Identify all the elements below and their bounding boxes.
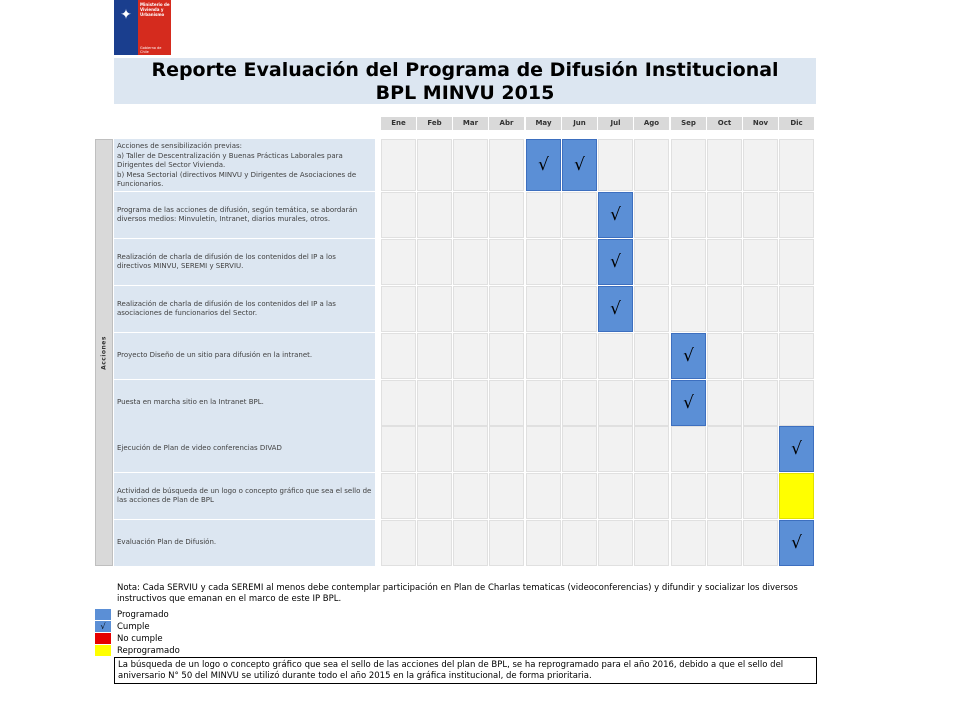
month-cell bbox=[707, 333, 742, 379]
month-cell bbox=[489, 473, 524, 519]
actions-sidebar bbox=[95, 139, 113, 566]
legend-item bbox=[95, 645, 180, 656]
month-cell bbox=[671, 192, 706, 238]
month-cell bbox=[562, 426, 597, 472]
month-cell bbox=[489, 380, 524, 426]
month-cell bbox=[598, 139, 633, 191]
month-cell bbox=[671, 139, 706, 191]
logo-text: Ministerio de Vivienda y Urbanismo bbox=[140, 2, 170, 17]
ministry-logo bbox=[114, 0, 171, 57]
month-cell bbox=[381, 286, 416, 332]
month-cell bbox=[598, 380, 633, 426]
month-cell bbox=[671, 239, 706, 285]
legend-swatch bbox=[95, 609, 111, 620]
month-cell bbox=[671, 426, 706, 472]
check-mark-icon: √ bbox=[791, 439, 802, 459]
month-cell bbox=[743, 520, 778, 566]
row-label: Realización de charla de difusión de los contenidos del IP a los directivos MINVU, SEREMI y SERVIU. bbox=[114, 239, 375, 285]
check-mark-icon: √ bbox=[683, 346, 694, 366]
title-line-1: Reporte Evaluación del Programa de Difusión Institucional bbox=[151, 59, 779, 81]
row-label: Evaluación Plan de Difusión. bbox=[114, 520, 375, 566]
month-cell bbox=[562, 239, 597, 285]
month-cell bbox=[562, 473, 597, 519]
month-cell bbox=[671, 286, 706, 332]
row-label: Puesta en marcha sitio en la Intranet BPL. bbox=[114, 380, 375, 426]
month-header-dic: Dic bbox=[779, 117, 814, 130]
month-header-oct: Oct bbox=[707, 117, 742, 130]
month-cell bbox=[381, 380, 416, 426]
row-label: Acciones de sensibilización previas: a) Taller de Descentralización y Buenas Prácticas Laborales para Dirigentes del Sector Vivienda. b) Mesa Sectorial (directivos MINVU y Dirigentes de Asociaciones de Funcionarios. bbox=[114, 139, 375, 191]
month-header-sep: Sep bbox=[671, 117, 706, 130]
coat-of-arms-icon: ✦ bbox=[120, 7, 132, 23]
month-cell bbox=[562, 139, 597, 191]
month-cell bbox=[743, 139, 778, 191]
month-cell bbox=[417, 380, 452, 426]
legend-item bbox=[95, 633, 163, 644]
month-cell bbox=[489, 333, 524, 379]
month-cell bbox=[526, 380, 561, 426]
month-cell bbox=[779, 192, 814, 238]
month-cell bbox=[381, 192, 416, 238]
month-cell bbox=[417, 239, 452, 285]
month-cell bbox=[707, 520, 742, 566]
month-cell bbox=[562, 333, 597, 379]
month-header-ago: Ago bbox=[634, 117, 669, 130]
row-label: Realización de charla de difusión de los contenidos del IP a las asociaciones de funcionarios del Sector. bbox=[114, 286, 375, 332]
sidebar-label: Acciones bbox=[100, 335, 108, 370]
month-cell bbox=[743, 286, 778, 332]
month-cell bbox=[526, 286, 561, 332]
month-cell bbox=[743, 426, 778, 472]
month-cell bbox=[453, 426, 488, 472]
month-header-ene: Ene bbox=[381, 117, 416, 130]
month-cell bbox=[634, 139, 669, 191]
month-cell bbox=[598, 192, 633, 238]
month-cell bbox=[526, 239, 561, 285]
check-mark-icon: √ bbox=[538, 155, 549, 175]
month-cell bbox=[381, 426, 416, 472]
month-cell bbox=[743, 192, 778, 238]
month-cell bbox=[417, 139, 452, 191]
month-cell bbox=[671, 473, 706, 519]
month-cell bbox=[598, 473, 633, 519]
month-cell bbox=[634, 333, 669, 379]
month-header-abr: Abr bbox=[489, 117, 524, 130]
legend-label: Reprogramado bbox=[117, 645, 180, 656]
logo-blue-band bbox=[114, 0, 138, 55]
month-header-feb: Feb bbox=[417, 117, 452, 130]
month-cell bbox=[634, 380, 669, 426]
month-cell bbox=[562, 286, 597, 332]
month-cell bbox=[707, 239, 742, 285]
month-cell bbox=[417, 426, 452, 472]
month-cell bbox=[562, 520, 597, 566]
month-cell bbox=[598, 239, 633, 285]
legend-label: No cumple bbox=[117, 633, 163, 644]
report-title bbox=[114, 58, 816, 104]
logo-subtext: Gobierno de Chile bbox=[140, 46, 162, 54]
month-cell bbox=[743, 473, 778, 519]
month-cell bbox=[562, 192, 597, 238]
row-label: Programa de las acciones de difusión, según temática, se abordarán diversos medios: Minvuletin, Intranet, diarios murales, otros. bbox=[114, 192, 375, 238]
legend-swatch: √ bbox=[95, 621, 111, 632]
month-cell bbox=[562, 380, 597, 426]
month-cell bbox=[707, 192, 742, 238]
month-cell bbox=[526, 426, 561, 472]
month-cell bbox=[526, 473, 561, 519]
month-cell bbox=[598, 333, 633, 379]
month-cell bbox=[417, 520, 452, 566]
month-cell bbox=[489, 239, 524, 285]
month-cell bbox=[598, 520, 633, 566]
row-label: Actividad de búsqueda de un logo o concepto gráfico que sea el sello de las acciones de Plan de BPL bbox=[114, 473, 375, 519]
month-cell bbox=[489, 192, 524, 238]
month-cell bbox=[381, 520, 416, 566]
month-cell bbox=[417, 192, 452, 238]
month-cell bbox=[634, 473, 669, 519]
note-text: Nota: Cada SERVIU y cada SEREMI al menos debe contemplar participación en Plan de Charlas tematicas (videoconferencias) y difundir y socializar los diversos instructivos que emanan en el marco de este IP BPL. bbox=[117, 583, 798, 604]
month-cell bbox=[417, 333, 452, 379]
month-cell bbox=[526, 520, 561, 566]
row-label: Proyecto Diseño de un sitio para difusión en la intranet. bbox=[114, 333, 375, 379]
month-cell bbox=[453, 139, 488, 191]
month-cell bbox=[707, 139, 742, 191]
check-mark-icon: √ bbox=[791, 533, 802, 553]
month-cell bbox=[453, 380, 488, 426]
legend-swatch bbox=[95, 633, 111, 644]
check-mark-icon: √ bbox=[610, 205, 621, 225]
footer-note: La búsqueda de un logo o concepto gráfico que sea el sello de las acciones del plan de BPL, se ha reprogramado para el año 2016, debido a que el sello del aniversario N° 50 del MINVU se utilizó durante todo el año 2015 en la gráfica institucional, de forma prioritaria. bbox=[114, 657, 817, 684]
month-cell bbox=[671, 520, 706, 566]
month-cell bbox=[453, 286, 488, 332]
month-cell bbox=[779, 139, 814, 191]
legend-label: Programado bbox=[117, 609, 169, 620]
month-cell bbox=[453, 333, 488, 379]
month-cell bbox=[526, 192, 561, 238]
month-header-may: May bbox=[526, 117, 561, 130]
month-cell bbox=[779, 426, 814, 472]
month-cell bbox=[779, 520, 814, 566]
month-cell bbox=[743, 333, 778, 379]
month-cell bbox=[707, 426, 742, 472]
month-cell bbox=[743, 380, 778, 426]
month-cell bbox=[381, 473, 416, 519]
month-cell bbox=[453, 473, 488, 519]
month-cell bbox=[489, 520, 524, 566]
check-mark-icon: √ bbox=[610, 299, 621, 319]
month-cell bbox=[779, 473, 814, 519]
month-cell bbox=[707, 286, 742, 332]
month-cell bbox=[634, 520, 669, 566]
month-cell bbox=[779, 286, 814, 332]
month-cell bbox=[381, 139, 416, 191]
month-cell bbox=[453, 520, 488, 566]
month-cell bbox=[634, 426, 669, 472]
month-header-jul: Jul bbox=[598, 117, 633, 130]
month-cell bbox=[526, 139, 561, 191]
title-line-2: BPL MINVU 2015 bbox=[375, 82, 555, 104]
month-cell bbox=[381, 333, 416, 379]
month-cell bbox=[489, 286, 524, 332]
month-cell bbox=[634, 239, 669, 285]
row-label: Ejecución de Plan de video conferencias DIVAD bbox=[114, 426, 375, 472]
month-header-mar: Mar bbox=[453, 117, 488, 130]
month-cell bbox=[634, 286, 669, 332]
month-cell bbox=[634, 192, 669, 238]
month-cell bbox=[453, 239, 488, 285]
legend-swatch bbox=[95, 645, 111, 656]
month-cell bbox=[779, 333, 814, 379]
check-mark-icon: √ bbox=[610, 252, 621, 272]
month-cell bbox=[779, 380, 814, 426]
month-cell bbox=[671, 380, 706, 426]
month-cell bbox=[453, 192, 488, 238]
legend-item bbox=[95, 609, 169, 620]
month-cell bbox=[779, 239, 814, 285]
legend-label: Cumple bbox=[117, 621, 150, 632]
month-header-jun: Jun bbox=[562, 117, 597, 130]
month-cell bbox=[417, 286, 452, 332]
month-cell bbox=[598, 286, 633, 332]
month-cell bbox=[417, 473, 452, 519]
month-cell bbox=[707, 380, 742, 426]
legend-item bbox=[95, 621, 150, 632]
month-cell bbox=[381, 239, 416, 285]
month-cell bbox=[489, 426, 524, 472]
month-cell bbox=[743, 239, 778, 285]
month-cell bbox=[526, 333, 561, 379]
month-cell bbox=[489, 139, 524, 191]
month-header-nov: Nov bbox=[743, 117, 778, 130]
check-mark-icon: √ bbox=[574, 155, 585, 175]
check-mark-icon: √ bbox=[683, 393, 694, 413]
month-cell bbox=[707, 473, 742, 519]
month-cell bbox=[598, 426, 633, 472]
month-cell bbox=[671, 333, 706, 379]
